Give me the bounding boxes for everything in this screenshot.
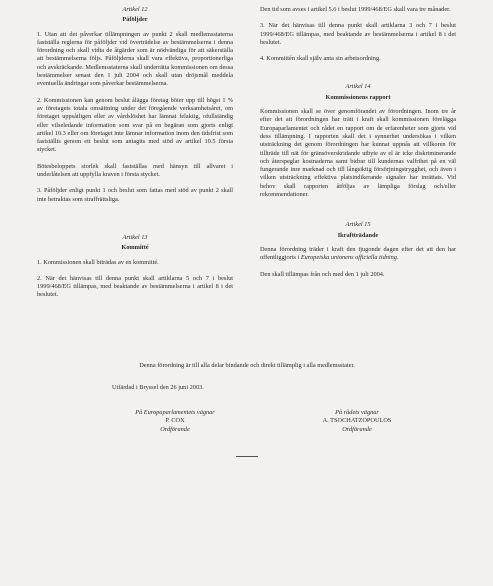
article-13-paragraph-1: 1. Kommissionen skall biträdas av en kommitté.	[37, 258, 159, 266]
article-12-number: Artikel 12	[122, 6, 148, 13]
signature-parliament-role: Ordförande	[160, 425, 190, 433]
article-12-paragraph-3: 3. Påföljder enligt punkt 1 och beslut som fattas med stöd av punkt 2 skall inte betraktas som straffrättsliga.	[37, 187, 233, 203]
article-12-paragraph-1: 1. Utan att det påverkar tillämpningen av punkt 2 skall medlemsstaterna fastställa reglerna för påföljder vid överträdelse av bestämmelserna i denna förordning och skall vidta de åtgärder som är nödvändiga för att säkerställa att bestämmelserna följs. Påföljderna skall vara effektiva, proportionerliga och avskräckande. Medlemsstaterna skall underrätta kommissionen om dessa bestämmelser senast den 1 juli 2004 och skall utan dröjsmål meddela eventuella ändringar som påverkar bestämmelserna.	[37, 30, 233, 88]
article-13-title: Kommitté	[121, 244, 149, 252]
signature-council-for: På rådets vägnar	[335, 409, 379, 416]
signature-parliament	[100, 409, 250, 434]
left-column	[37, 6, 233, 308]
signature-council-role: Ordförande	[342, 425, 372, 433]
binding-statement: Denna förordning är till alla delar bindande och direkt tillämplig i alla medlemsstater.	[139, 362, 355, 369]
article-13-number: Artikel 13	[122, 233, 148, 241]
article-15-paragraph-2: Den skall tillämpas från och med den 1 juli 2004.	[260, 270, 385, 278]
article-15-number: Artikel 15	[345, 221, 371, 229]
signature-parliament-for: På Europaparlamentets vägnar	[135, 409, 215, 416]
right-column	[260, 6, 456, 287]
article-14-number: Artikel 14	[345, 83, 371, 91]
article-14-paragraph: Kommissionen skall se över genomförandet av förordningen. Inom tre år efter det att förordningen har trätt i kraft skall kommissionen förelägga Europaparlamentet och rådet en rapport om de erfarenheter som gjorts vid dess tillämpning. I rapporten skall det i synnerhet undersökas i vilken utsträckning det genom förordningen har kunnat uppnås att villkoren för tillträde till nät för gränsöverskridande utbyte av el är icke diskriminerande och återspeglar kostnaderna samt bidrar till kundernas valfrihet på en väl fungerande inre marknad och till långsiktig försörjningstrygghet, och även i vilken utsträckning effektiva platsindikerande signaler har inrättats. Vid behov skall rapporten åtföljas av lämpliga förslag och/eller rekommendationer.	[260, 108, 456, 199]
done-at: Utfärdad i Bryssel den 26 juni 2003.	[112, 384, 204, 391]
article-13-paragraph-2-cont: Den tid som avses i artikel 5.6 i beslut 1999/468/EG skall vara tre månader.	[260, 6, 451, 13]
article-14-title: Kommissionens rapport	[325, 93, 391, 101]
signature-council-name: A. TSOCHATZOPOULOS	[322, 417, 392, 425]
signature-parliament-name: P. COX	[165, 417, 185, 425]
article-15-paragraph-1: Denna förordning träder i kraft den tjugonde dagen efter det att den har offentliggjorts i Europeiska unionens officiella tidning.	[260, 245, 456, 262]
article-15-title: Ikraftträdande	[337, 231, 379, 239]
article-13-paragraph-4: 4. Kommittén skall själv anta sin arbetsordning.	[260, 55, 381, 63]
article-12-title: Påföljder	[122, 16, 148, 24]
signature-council	[282, 409, 432, 434]
end-rule	[236, 456, 258, 457]
article-13-paragraph-2: 2. När det hänvisas till denna punkt skall artiklarna 5 och 7 i beslut 1999/468/EG tillämpas, med beaktande av bestämmelserna i artikel 8 i det beslutet.	[37, 274, 233, 299]
article-12-paragraph-2: 2. Kommissionen kan genom beslut ålägga företag böter upp till högst 1 % av företagets totala omsättning under det föregående verksamhetsåret, om företaget uppsåtligen eller av vårdslöshet har lämnat felaktig, ofullständig eller vilseledande information som svar på en begäran som gjorts enligt artikel 10.3 eller om företaget inte lämnar information inom den tidsfrist som fastställts genom ett beslut som antagits med stöd av artikel 10.5 första stycket.	[37, 96, 233, 154]
article-13-paragraph-3: 3. När det hänvisas till denna punkt skall artiklarna 3 och 7 i beslut 1999/468/EG tillämpas, med beaktande av bestämmelserna i artikel 8 i det beslutet.	[260, 22, 456, 46]
journal-title: Europeiska unionens officiella tidning	[300, 254, 397, 262]
article-12-paragraph-2b: Bötesbeloppets storlek skall fastställas med hänsyn till allvaret i underlåtelsen att uppfylla kraven i första stycket.	[37, 162, 233, 179]
